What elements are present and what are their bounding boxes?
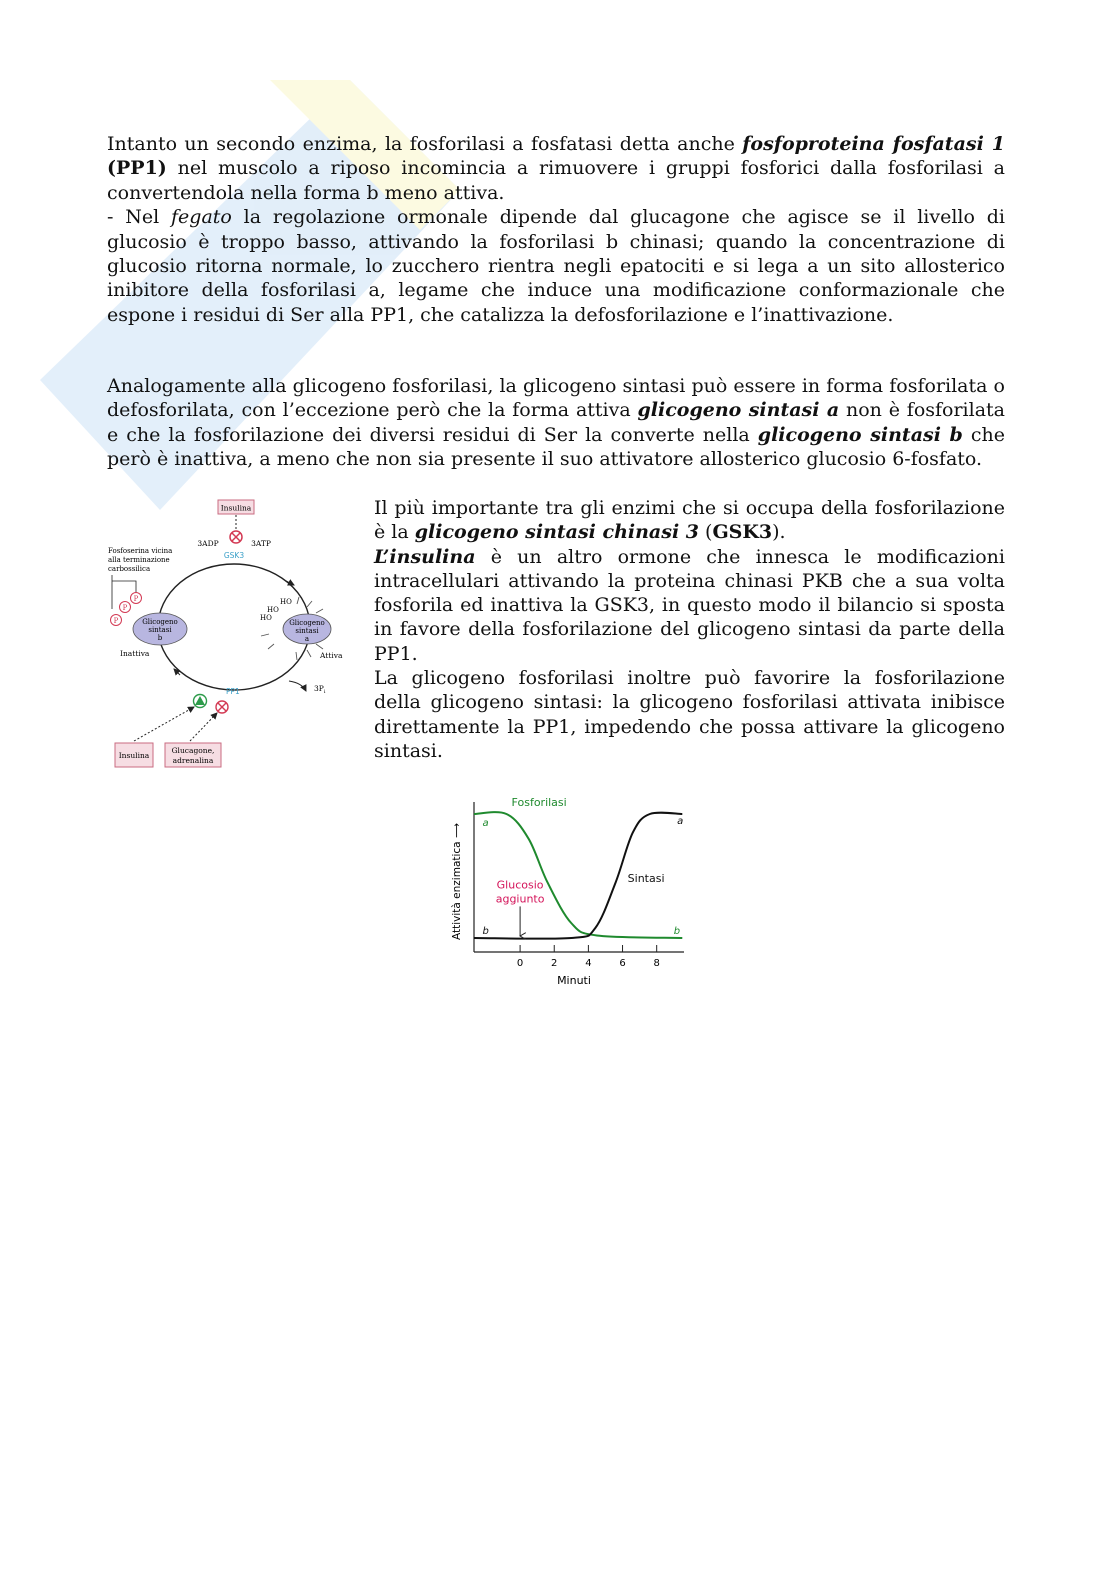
text-run: ( bbox=[699, 521, 713, 544]
term-gsk3: GSK3 bbox=[712, 521, 773, 544]
adp-label: 3ADP bbox=[197, 539, 219, 548]
text-run: ). bbox=[772, 521, 786, 544]
enzyme-b-line-3: b bbox=[157, 634, 163, 642]
x-tick-label: 0 bbox=[516, 958, 524, 969]
x-tick-label: 4 bbox=[585, 958, 592, 969]
annotation-glucosio: Glucosio bbox=[496, 878, 544, 892]
paragraph-pp1-muscle bbox=[107, 132, 1005, 205]
pp1-label: PP1 bbox=[226, 687, 240, 696]
series-end-label-sintasi: a bbox=[677, 816, 684, 827]
text-run: nel muscolo a riposo incomincia a rimuovere i gruppi fosforici dalla fosforilasi a convertendola nella forma b meno attiva. bbox=[107, 157, 1005, 204]
term-fegato: fegato bbox=[171, 206, 232, 229]
glycogen-synthase-cycle-diagram bbox=[104, 497, 354, 775]
phosphate-icon-2 bbox=[120, 602, 131, 613]
pi-label: $3P_i$ bbox=[314, 684, 326, 695]
text-run: Analogamente alla glicogeno fosforilasi, la glicogeno sintasi può essere in forma fosforilata o defosforilata, con l’eccezione però che la forma attiva bbox=[107, 375, 1005, 422]
note-line-1: Fosfoserina vicina bbox=[108, 547, 173, 555]
note-line-2: alla terminazione bbox=[108, 556, 170, 564]
svg-text:P: P bbox=[133, 595, 139, 603]
ho-label-1: HO bbox=[280, 598, 292, 606]
glucagone-line-2: adrenalina bbox=[172, 756, 214, 765]
atp-label: 3ATP bbox=[251, 539, 271, 548]
gsk3-label: GSK3 bbox=[223, 551, 245, 560]
enzyme-b-line-2: sintasi bbox=[148, 626, 172, 634]
x-ticks bbox=[517, 945, 660, 969]
paragraph-fosforilasi-pp1: La glicogeno fosforilasi inoltre può favorire la fosforilazione della glicogeno sintasi: la glicogeno fosforilasi attivata inibisce direttamente la PP1, impedendo che possa attivare la glicogeno sintasi. bbox=[374, 667, 1005, 762]
attiva-label: Attiva bbox=[320, 651, 343, 660]
series-label-fosforilasi: Fosforilasi bbox=[511, 796, 567, 809]
enzyme-a-line-1: Glicogeno bbox=[289, 619, 325, 627]
paragraph-insulina bbox=[374, 545, 1005, 666]
note-line-3: carbossilica bbox=[108, 565, 151, 573]
svg-text:P: P bbox=[122, 604, 128, 612]
term-insulina: L’insulina bbox=[374, 545, 476, 568]
series-start-label-fosforilasi: a bbox=[482, 818, 489, 829]
svg-text:P: P bbox=[113, 617, 119, 625]
y-axis-label: Attività enzimatica ⟶ bbox=[451, 822, 463, 940]
glucagone-arrow bbox=[190, 713, 217, 741]
text-run: è un altro ormone che innesca le modificazioni intracellulari attivando la proteina chinasi PKB che a sua volta fosforila ed inattiva la GSK3, in questo modo il bilancio si sposta in favore della fosforilazione del glicogeno sintasi da parte della PP1. bbox=[374, 545, 1005, 665]
enzyme-a-line-2: sintasi bbox=[295, 627, 319, 635]
ho-label-3: HO bbox=[260, 614, 272, 622]
text-run: la regolazione ormonale dipende dal glucagone che agisce se il livello di glucosio è troppo basso, attivando la fosforilasi b chinasi; quando la concentrazione di glucosio ritorna normale, lo zucchero rientra negli epatociti e si lega a un sito allosterico inibitore della fosforilasi a, legame che induce una modificazione conformazionale che espone i residui di Ser alla PP1, che catalizza la defosforilazione e l’inattivazione. bbox=[107, 206, 1005, 326]
term-gsk3-full: glicogeno sintasi chinasi 3 bbox=[414, 521, 699, 544]
x-tick-label: 8 bbox=[653, 958, 660, 969]
text-run: - Nel bbox=[107, 206, 171, 229]
text-run: Intanto un secondo enzima, la fosforilasi a fosfatasi detta anche bbox=[107, 133, 743, 155]
right-column-text bbox=[374, 496, 1005, 763]
x-tick-label: 2 bbox=[551, 958, 558, 969]
inhibit-icon-gsk3 bbox=[230, 531, 242, 543]
annotation-aggiunto: aggiunto bbox=[495, 892, 545, 906]
inattiva-label: Inattiva bbox=[120, 649, 150, 658]
glucagone-line-1: Glucagone, bbox=[171, 746, 215, 755]
pi-arrow bbox=[289, 681, 306, 691]
text-run: non è fosforilata e che la fosforilazione dei diversi residui di Ser la converte nella bbox=[107, 399, 1006, 446]
enzyme-a-line-3: a bbox=[304, 635, 310, 643]
x-tick-label: 6 bbox=[619, 958, 626, 969]
term-glicogeno-sintasi-a: glicogeno sintasi a bbox=[637, 399, 840, 422]
inhibit-icon-pp1 bbox=[216, 701, 228, 713]
paragraph-pp1 bbox=[107, 132, 1005, 327]
ho-label-2: HO bbox=[267, 606, 279, 614]
activate-icon-pp1 bbox=[194, 695, 207, 708]
series-label-sintasi: Sintasi bbox=[627, 872, 665, 886]
enzyme-activity-chart bbox=[442, 790, 692, 990]
text-run: Il più importante tra gli enzimi che si occupa della fosforilazione è la bbox=[374, 497, 1005, 544]
y-axis-label-group bbox=[451, 823, 463, 940]
enzyme-b-line-1: Glicogeno bbox=[142, 618, 178, 626]
term-glicogeno-sintasi-b: glicogeno sintasi b bbox=[757, 423, 963, 446]
x-axis-label: Minuti bbox=[557, 974, 591, 987]
paragraph-liver bbox=[107, 205, 1005, 327]
phosphate-icon-3 bbox=[111, 615, 122, 626]
term-pp1: (PP1) bbox=[107, 157, 167, 180]
paragraph-glicogeno-sintasi bbox=[107, 374, 1005, 472]
phosphate-icon-1 bbox=[131, 593, 142, 604]
insulina-label-bottom: Insulina bbox=[118, 751, 150, 760]
text-run: che però è inattiva, a meno che non sia presente il suo attivatore allosterico glucosio 6-fosfato. bbox=[107, 423, 1005, 471]
term-fosfoproteina-fosfatasi: fosfoproteina fosfatasi 1 bbox=[742, 133, 1005, 155]
insulina-arrow-bottom bbox=[134, 707, 194, 741]
paragraph-gsk3 bbox=[374, 496, 1005, 545]
series-start-label-sintasi: b bbox=[482, 926, 489, 937]
insulina-label-top: Insulina bbox=[220, 503, 252, 513]
series-end-label-fosforilasi: b bbox=[673, 926, 681, 937]
